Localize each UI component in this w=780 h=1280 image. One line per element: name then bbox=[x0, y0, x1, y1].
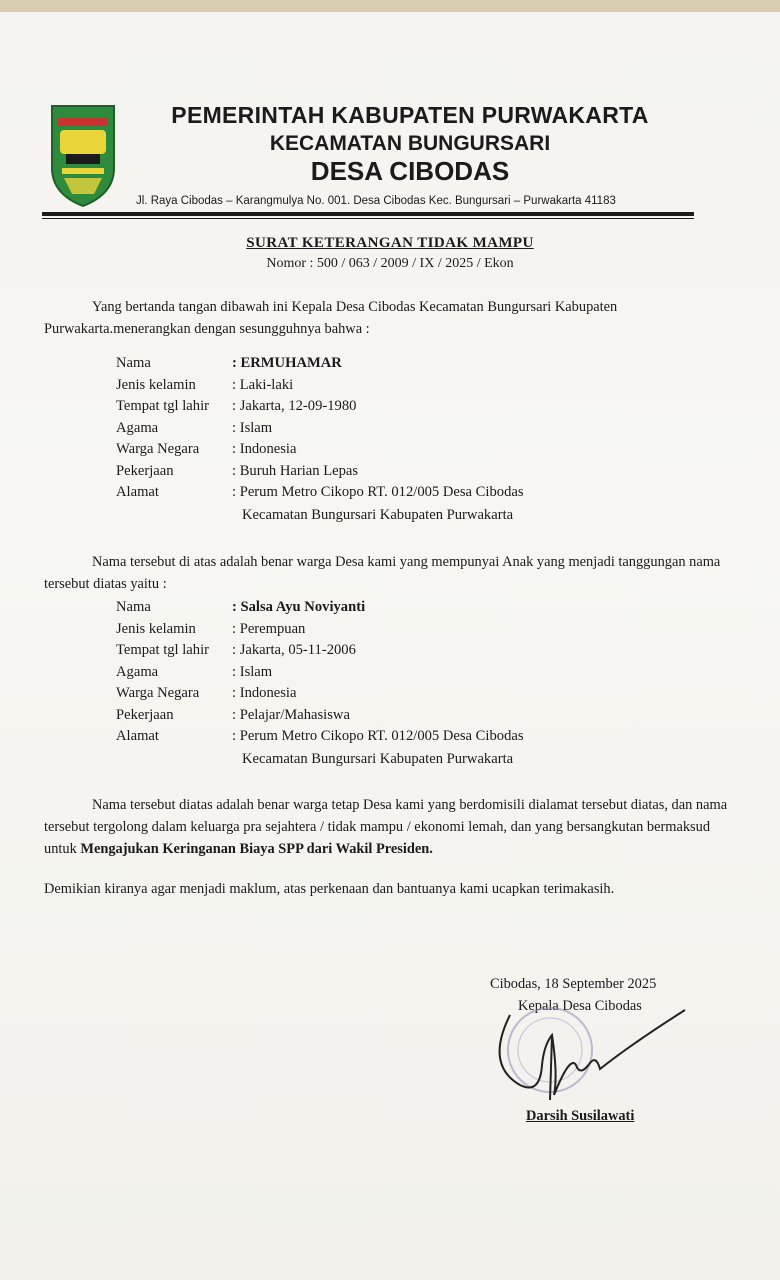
letterhead-district: KECAMATAN BUNGURSARI bbox=[269, 132, 551, 155]
field-value: : Islam bbox=[232, 663, 273, 680]
field-address-continued: Kecamatan Bungursari Kabupaten Purwakarta bbox=[242, 751, 514, 767]
field-label: Agama bbox=[116, 663, 159, 680]
field-label: Nama bbox=[116, 599, 151, 615]
field-value: : Indonesia bbox=[232, 441, 297, 457]
field-value: : Perempuan bbox=[232, 620, 306, 637]
middle-text: Nama tersebut di atas adalah benar warga Desa kami yang mempunyai Anak yang menjadi tanggungan nama tersebut diatas yaitu : bbox=[44, 554, 721, 592]
letterhead-village: DESA CIBODAS bbox=[310, 156, 510, 186]
field-label: Agama bbox=[116, 419, 159, 436]
field-label: Pekerjaan bbox=[116, 706, 174, 723]
field-value: : Laki-laki bbox=[232, 376, 294, 393]
field-value: : Jakarta, 12-09-1980 bbox=[232, 398, 357, 414]
closing-paragraph bbox=[44, 794, 744, 860]
field-value: : ERMUHAMAR bbox=[232, 355, 342, 371]
field-label: Warga Negara bbox=[116, 441, 200, 457]
field-label: Alamat bbox=[116, 484, 159, 500]
signature-stamp-icon bbox=[480, 1005, 690, 1125]
letter-title: SURAT KETERANGAN TIDAK MAMPU bbox=[246, 235, 534, 251]
signatory-name: Darsih Susilawati bbox=[526, 1108, 635, 1124]
intro-text: Yang bertanda tangan dibawah ini Kepala Desa Cibodas Kecamatan Bungursari Kabupaten Purwakarta.menerangkan dengan sesungguhnya bahwa : bbox=[44, 299, 618, 337]
field-value: : Salsa Ayu Noviyanti bbox=[232, 599, 366, 615]
regency-emblem-icon bbox=[46, 98, 120, 208]
letterhead-address: Jl. Raya Cibodas – Karangmulya No. 001. Desa Cibodas Kec. Bungursari – Purwakarta 41183 bbox=[136, 195, 616, 207]
sign-position: Kepala Desa Cibodas bbox=[518, 998, 642, 1014]
closing-text: Nama tersebut diatas adalah benar warga tetap Desa kami yang berdomisili dialamat tersebut diatas, dan nama tersebut tergolong dalam keluarga pra sejahtera / tidak mampu / ekonomi lemah, dan yang bersangkutan bermaksud untuk bbox=[44, 797, 728, 857]
closing-remark: Demikian kiranya agar menjadi maklum, atas perkenaan dan bantuanya kami ucapkan terimakasih. bbox=[44, 881, 615, 897]
field-label: Tempat tgl lahir bbox=[116, 398, 209, 414]
field-address-continued: Kecamatan Bungursari Kabupaten Purwakarta bbox=[242, 507, 514, 523]
field-value: : Pelajar/Mahasiswa bbox=[232, 706, 350, 723]
field-value: : Islam bbox=[232, 419, 273, 436]
letterhead-rule-thin bbox=[42, 218, 694, 219]
field-value: : Indonesia bbox=[232, 685, 297, 701]
intro-paragraph bbox=[44, 296, 744, 340]
field-label: Jenis kelamin bbox=[116, 376, 196, 393]
field-label: Pekerjaan bbox=[116, 462, 174, 479]
field-label: Tempat tgl lahir bbox=[116, 642, 209, 658]
field-value: : Perum Metro Cikopo RT. 012/005 Desa Cibodas bbox=[232, 728, 524, 744]
middle-paragraph bbox=[44, 551, 744, 595]
field-label: Nama bbox=[116, 355, 151, 371]
field-label: Alamat bbox=[116, 728, 159, 744]
field-value: : Jakarta, 05-11-2006 bbox=[232, 642, 356, 658]
sign-place-date: Cibodas, 18 September 2025 bbox=[490, 976, 657, 992]
field-value: : Buruh Harian Lepas bbox=[232, 462, 359, 479]
letterhead-rule-thick bbox=[42, 212, 694, 216]
closing-purpose: Mengajukan Keringanan Biaya SPP dari Wakil Presiden. bbox=[80, 841, 433, 857]
letterhead-government: PEMERINTAH KABUPATEN PURWAKARTA bbox=[171, 102, 649, 128]
field-label: Jenis kelamin bbox=[116, 620, 196, 637]
field-label: Warga Negara bbox=[116, 685, 200, 701]
letter-number: Nomor : 500 / 063 / 2009 / IX / 2025 / Ekon bbox=[266, 256, 514, 271]
field-value: : Perum Metro Cikopo RT. 012/005 Desa Cibodas bbox=[232, 484, 524, 500]
paper-top-edge bbox=[0, 0, 780, 12]
